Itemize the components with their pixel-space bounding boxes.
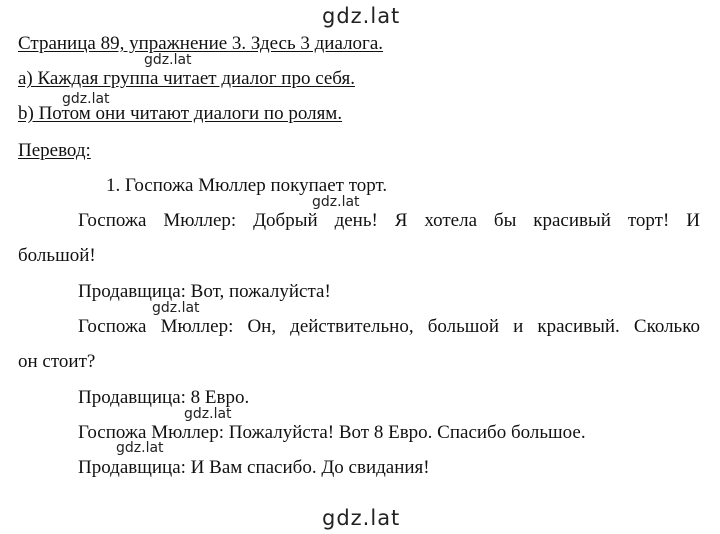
watermark-inline: gdz.lat xyxy=(152,300,200,316)
word: Мюллер: xyxy=(163,210,237,231)
dialog-line-1-cont: большой! xyxy=(18,245,96,266)
watermark-bottom: gdz.lat xyxy=(322,506,401,530)
word: действительно, xyxy=(290,316,414,337)
dialog-line-4: Продавщица: 8 Евро. xyxy=(78,387,250,408)
dialog-line-3 xyxy=(78,316,700,338)
dialog-line-5: Госпожа Мюллер: Пожалуйста! Вот 8 Евро. Спасибо большое. xyxy=(78,422,586,443)
word: Я xyxy=(394,210,408,231)
watermark-inline: gdz.lat xyxy=(116,440,164,456)
translation-label: Перевод: xyxy=(18,140,91,161)
dialog-line-2: Продавщица: Вот, пожалуйста! xyxy=(78,281,331,302)
task-a: a) Каждая группа читает диалог про себя. xyxy=(18,68,355,89)
word: Он, xyxy=(247,316,277,337)
watermark-inline: gdz.lat xyxy=(184,406,232,422)
word: Госпожа xyxy=(78,316,147,337)
dialog-title: 1. Госпожа Мюллер покупает торт. xyxy=(106,175,388,196)
watermark-inline: gdz.lat xyxy=(62,91,110,107)
word: бы xyxy=(493,210,517,231)
word: И xyxy=(686,210,700,231)
word: красивый. xyxy=(537,316,620,337)
watermark-top: gdz.lat xyxy=(322,4,401,28)
watermark-inline: gdz.lat xyxy=(312,194,360,210)
dialog-line-3-cont: он стоит? xyxy=(18,351,96,372)
exercise-heading: Страница 89, упражнение 3. Здесь 3 диалога. xyxy=(18,33,384,54)
word: Мюллер: xyxy=(160,316,234,337)
word: и xyxy=(513,316,524,337)
word: большой xyxy=(427,316,500,337)
word: Госпожа xyxy=(78,210,147,231)
watermark-inline: gdz.lat xyxy=(144,52,192,68)
word: Сколько xyxy=(633,316,700,337)
word: торт! xyxy=(627,210,670,231)
word: хотела xyxy=(424,210,478,231)
dialog-line-1 xyxy=(78,210,700,232)
word: день! xyxy=(334,210,378,231)
word: красивый xyxy=(533,210,611,231)
task-b: b) Потом они читают диалоги по ролям. xyxy=(18,103,343,124)
dialog-line-6: Продавщица: И Вам спасибо. До свидания! xyxy=(78,457,430,478)
word: Добрый xyxy=(253,210,318,231)
